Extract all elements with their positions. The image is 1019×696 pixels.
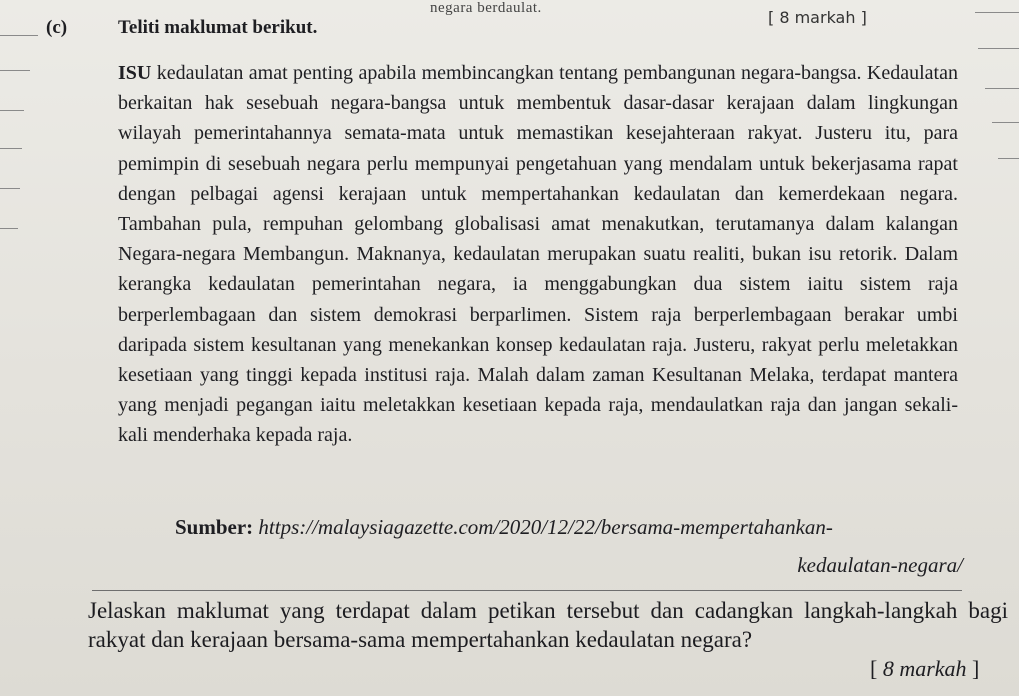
margin-rule (0, 148, 22, 149)
previous-marks: [ 8 markah ] (768, 8, 867, 27)
question-label: (c) (46, 17, 68, 38)
source-citation (175, 508, 965, 584)
source-url-part1: https://malaysiagazette.com/2020/12/22/bersama-mempertahankan- (258, 515, 833, 539)
question-intro: Teliti maklumat berikut. (118, 17, 318, 38)
margin-rule (975, 12, 1019, 13)
marks-open-bracket: [ (870, 656, 883, 681)
marks-close-bracket: ] (966, 656, 980, 681)
margin-rule (978, 48, 1019, 49)
margin-rule (0, 228, 18, 229)
margin-rule (998, 158, 1019, 159)
margin-rule (985, 88, 1019, 89)
margin-rule (0, 70, 30, 71)
question-marks (870, 656, 979, 682)
margin-rule (0, 35, 38, 36)
source-url-part2: kedaulatan-negara/ (797, 553, 963, 577)
margin-rule (0, 188, 20, 189)
source-label: Sumber: (175, 515, 254, 539)
question-text: Jelaskan maklumat yang terdapat dalam petikan tersebut dan cadangkan langkah-langkah bagi rakyat dan kerajaan bersama-sama mempertahankan kedaulatan negara? (88, 598, 1008, 652)
box-bottom-border (92, 590, 962, 591)
previous-question-fragment: negara berdaulat. (430, 0, 542, 16)
passage-lead-word: ISU (118, 62, 152, 84)
passage-body: kedaulatan amat penting apabila membincangkan tentang pembangunan negara-bangsa. Kedaulatan berkaitan hak sesebuah negara-bangsa untuk membentuk dasar-dasar kerajaan dalam lingkungan wilayah pemerintahannya semata-mata untuk memastikan kesejahteraan rakyat. Justeru itu, para pemimpin di sesebuah negara perlu mempunyai pengetahuan yang mendalam untuk bekerjasama rapat dengan pelbagai agensi kerajaan untuk mempertahankan kedaulatan dan kemerdekaan negara. Tambahan pula, rempuhan gelombang globalisasi amat menakutkan, terutamanya dalam kalangan Negara-negara Membangun. Maknanya, kedaulatan merupakan suatu realiti, bukan isu retorik. Dalam kerangka kedaulatan pemerintahan negara, ia menggabungkan dua sistem iaitu sistem raja berperlembagaan dan sistem demokrasi berparlimen. Sistem raja berperlembagaan berakar umbi daripada sistem kesultanan yang menekankan konsep kedaulatan raja. Justeru, rakyat perlu meletakkan kesetiaan yang tinggi kepada institusi raja. Malah dalam zaman Kesultanan Melaka, terdapat mantera yang menjadi pegangan iaitu meletakkan kesetiaan kepada raja, mendaulatkan raja dan jangan sekali-kali menderhaka kepada raja. (118, 62, 958, 447)
marks-value: 8 markah (882, 656, 967, 681)
margin-rule (0, 110, 24, 111)
passage-text (118, 58, 958, 451)
margin-rule (992, 122, 1019, 123)
